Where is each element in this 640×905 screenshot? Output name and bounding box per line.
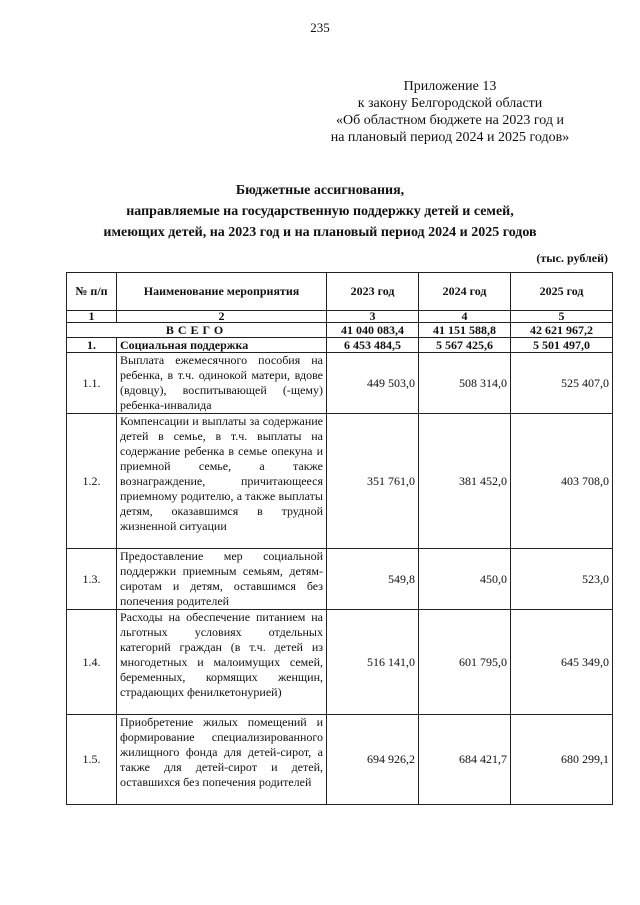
row-name: Предоставление мер социальной поддержки приемным семьям, детям-сиротам и детям, оставшимся без попечения родителей bbox=[117, 549, 327, 610]
row-num: 1.2. bbox=[67, 414, 117, 549]
header-2023: 2023 год bbox=[327, 273, 419, 311]
row-value-2023: 449 503,0 bbox=[327, 353, 419, 414]
total-2023: 41 040 083,4 bbox=[327, 323, 419, 338]
index-cell: 3 bbox=[327, 311, 419, 323]
row-value-2025: 403 708,0 bbox=[511, 414, 613, 549]
annex-line-4: на плановый период 2024 и 2025 годов» bbox=[330, 130, 570, 145]
table-row bbox=[67, 353, 613, 414]
table-row bbox=[67, 549, 613, 610]
row-num: 1.5. bbox=[67, 715, 117, 805]
row-num: 1.4. bbox=[67, 610, 117, 715]
title-line-3: имеющих детей, на 2023 год и на плановый период 2024 и 2025 годов bbox=[103, 225, 537, 240]
column-index-row bbox=[67, 311, 613, 323]
row-name: Компенсации и выплаты за содержание детей в семье, в т.ч. выплаты на содержание ребенка в семье опекуна и приемной семье, а также вознаграждение, причитающееся приемному родителю, а также выплаты детям, оказавшимся в трудной жизненной ситуации bbox=[117, 414, 327, 549]
row-name: Расходы на обеспечение питанием на льготных условиях отдельных категорий граждан (в т.ч. детей из многодетных и малоимущих семей, беременных, кормящих женщин, страдающих фенилкетонурией) bbox=[117, 610, 327, 715]
table-row bbox=[67, 715, 613, 805]
total-label: ВСЕГО bbox=[67, 323, 327, 338]
row-value-2023: 694 926,2 bbox=[327, 715, 419, 805]
row-name: Приобретение жилых помещений и формирование специализированного жилищного фонда для детей-сирот, а также для детей-сирот и детей, оставшихся без попечения родителей bbox=[117, 715, 327, 805]
row-value-2024: 450,0 bbox=[419, 549, 511, 610]
budget-table bbox=[66, 272, 613, 805]
row-name: Выплата ежемесячного пособия на ребенка, в т.ч. одинокой матери, вдове (вдовцу), воспитывающей (-щему) ребенка-инвалида bbox=[117, 353, 327, 414]
section-name: Социальная поддержка bbox=[117, 338, 327, 353]
row-value-2025: 525 407,0 bbox=[511, 353, 613, 414]
row-value-2024: 381 452,0 bbox=[419, 414, 511, 549]
row-num: 1.3. bbox=[67, 549, 117, 610]
row-value-2024: 508 314,0 bbox=[419, 353, 511, 414]
row-value-2025: 680 299,1 bbox=[511, 715, 613, 805]
title-line-2: направляемые на государственную поддержку детей и семей, bbox=[126, 204, 514, 219]
page-number: 235 bbox=[310, 20, 330, 35]
index-cell: 4 bbox=[419, 311, 511, 323]
row-value-2024: 601 795,0 bbox=[419, 610, 511, 715]
row-value-2023: 549,8 bbox=[327, 549, 419, 610]
annex-line-2: к закону Белгородской области bbox=[357, 96, 543, 111]
annex-line-3: «Об областном бюджете на 2023 год и bbox=[336, 113, 564, 128]
header-2025: 2025 год bbox=[511, 273, 613, 311]
row-value-2023: 351 761,0 bbox=[327, 414, 419, 549]
total-2025: 42 621 967,2 bbox=[511, 323, 613, 338]
section-row bbox=[67, 338, 613, 353]
row-value-2025: 523,0 bbox=[511, 549, 613, 610]
index-cell: 1 bbox=[67, 311, 117, 323]
total-2024: 41 151 588,8 bbox=[419, 323, 511, 338]
table-row bbox=[67, 414, 613, 549]
table-row bbox=[67, 610, 613, 715]
table-header-row bbox=[67, 273, 613, 311]
section-2025: 5 501 497,0 bbox=[511, 338, 613, 353]
section-num: 1. bbox=[67, 338, 117, 353]
annex-header bbox=[300, 78, 600, 146]
total-row bbox=[67, 323, 613, 338]
header-name: Наименование мероприятия bbox=[117, 273, 327, 311]
title-line-1: Бюджетные ассигнования, bbox=[235, 183, 405, 198]
row-value-2024: 684 421,7 bbox=[419, 715, 511, 805]
units-label: (тыс. рублей) bbox=[536, 251, 608, 265]
row-num: 1.1. bbox=[67, 353, 117, 414]
annex-line-1: Приложение 13 bbox=[403, 79, 497, 94]
row-value-2025: 645 349,0 bbox=[511, 610, 613, 715]
index-cell: 2 bbox=[117, 311, 327, 323]
section-2024: 5 567 425,6 bbox=[419, 338, 511, 353]
section-2023: 6 453 484,5 bbox=[327, 338, 419, 353]
row-value-2023: 516 141,0 bbox=[327, 610, 419, 715]
header-num: № п/п bbox=[67, 273, 117, 311]
document-title bbox=[40, 180, 600, 243]
index-cell: 5 bbox=[511, 311, 613, 323]
header-2024: 2024 год bbox=[419, 273, 511, 311]
